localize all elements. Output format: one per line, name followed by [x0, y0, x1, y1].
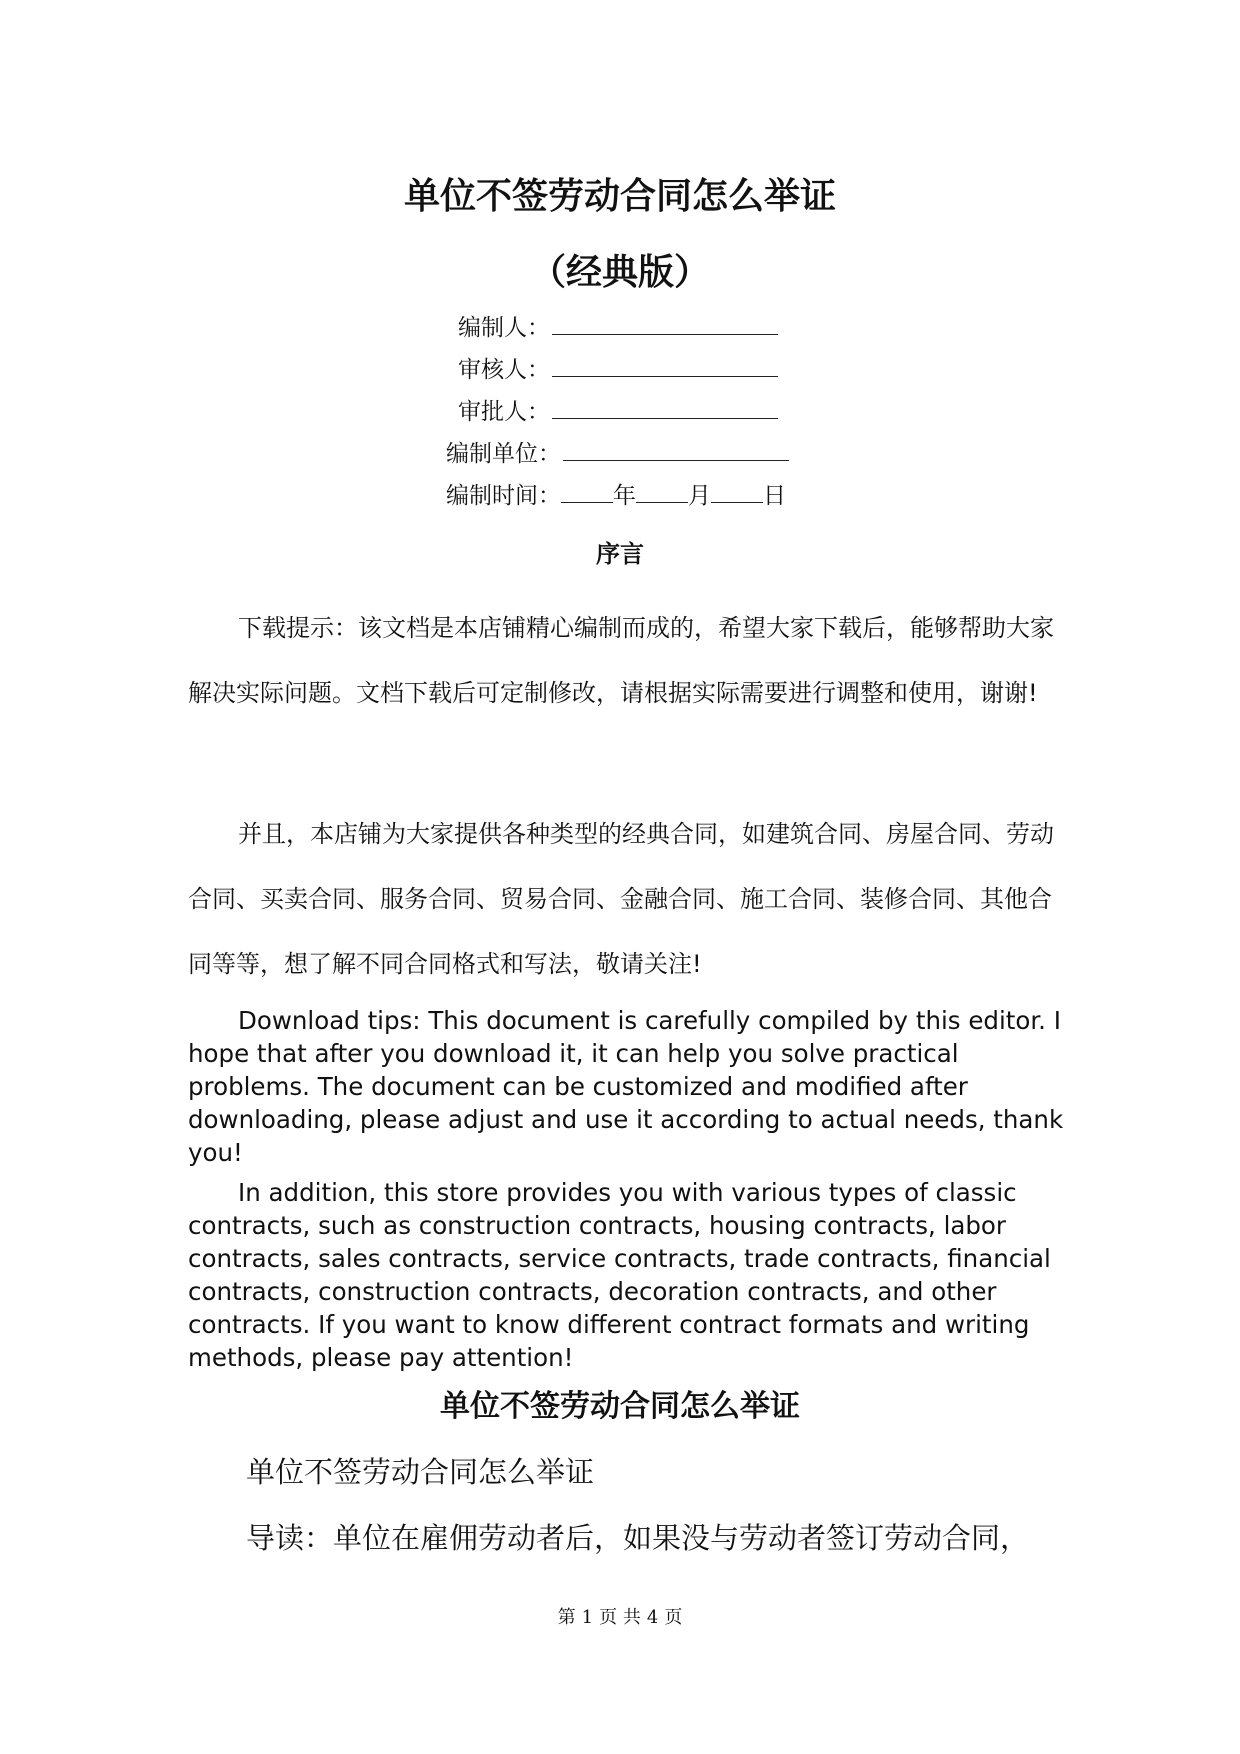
field-blank: [552, 356, 778, 377]
year-blank: [561, 482, 613, 503]
footer-suffix: 页: [664, 1607, 683, 1628]
field-label: 编制时间：: [446, 483, 561, 509]
document-subtitle: （经典版）: [529, 251, 710, 293]
field-label: 审批人：: [458, 399, 550, 425]
day-label: 日: [763, 483, 786, 509]
field-unit: [446, 438, 789, 470]
page-footer: [0, 1606, 1240, 1630]
footer-current-page: 1: [581, 1607, 594, 1628]
preface-cn-paragraph-2: 并且，本店铺为大家提供各种类型的经典合同，如建筑合同、房屋合同、劳动合同、买卖合同、服务合同、贸易合同、金融合同、施工合同、装修合同、其他合同等等，想了解不同合同格式和写法，敬请关注!: [188, 820, 1054, 978]
footer-prefix: 第: [557, 1607, 576, 1628]
field-compiler: [458, 312, 778, 344]
day-blank: [711, 482, 763, 503]
footer-total-pages: 4: [646, 1607, 659, 1628]
document-title: 单位不签劳动合同怎么举证: [403, 175, 836, 217]
month-label: 月: [688, 483, 711, 509]
section-title: 单位不签劳动合同怎么举证: [440, 1389, 800, 1424]
preface-title: 序言: [596, 540, 644, 568]
preface-en-paragraph-1: Download tips: This document is carefully compiled by this editor. I hope that after you download it, it can help you solve practical problems. The document can be customized and modified after downloading, please adjust and use it according to actual needs, thank you!: [188, 1006, 1064, 1167]
field-label: 编制人：: [458, 315, 550, 341]
year-label: 年: [613, 483, 636, 509]
footer-middle: 页 共: [599, 1607, 641, 1628]
body-line-2: 导读：单位在雇佣劳动者后，如果没与劳动者签订劳动合同，: [246, 1521, 1030, 1555]
field-blank: [552, 398, 778, 419]
field-blank: [552, 314, 778, 335]
body-line-1: 单位不签劳动合同怎么举证: [246, 1455, 595, 1489]
field-reviewer: [458, 354, 778, 386]
field-date: [446, 480, 786, 512]
month-blank: [636, 482, 688, 503]
field-blank: [563, 440, 789, 461]
field-approver: [458, 396, 778, 428]
field-label: 编制单位：: [446, 441, 561, 467]
preface-en-paragraph-2: In addition, this store provides you with various types of classic contracts, such as construction contracts, housing contracts, labor contracts, sales contracts, service contracts, trade contracts, financial contracts, construction contracts, decoration contracts, and other contracts. If you want to know different contract formats and writing methods, please pay attention!: [188, 1178, 1051, 1372]
field-label: 审核人：: [458, 357, 550, 383]
preface-cn-paragraph-1: 下载提示：该文档是本店铺精心编制而成的，希望大家下载后，能够帮助大家解决实际问题。文档下载后可定制修改，请根据实际需要进行调整和使用，谢谢!: [188, 614, 1054, 707]
